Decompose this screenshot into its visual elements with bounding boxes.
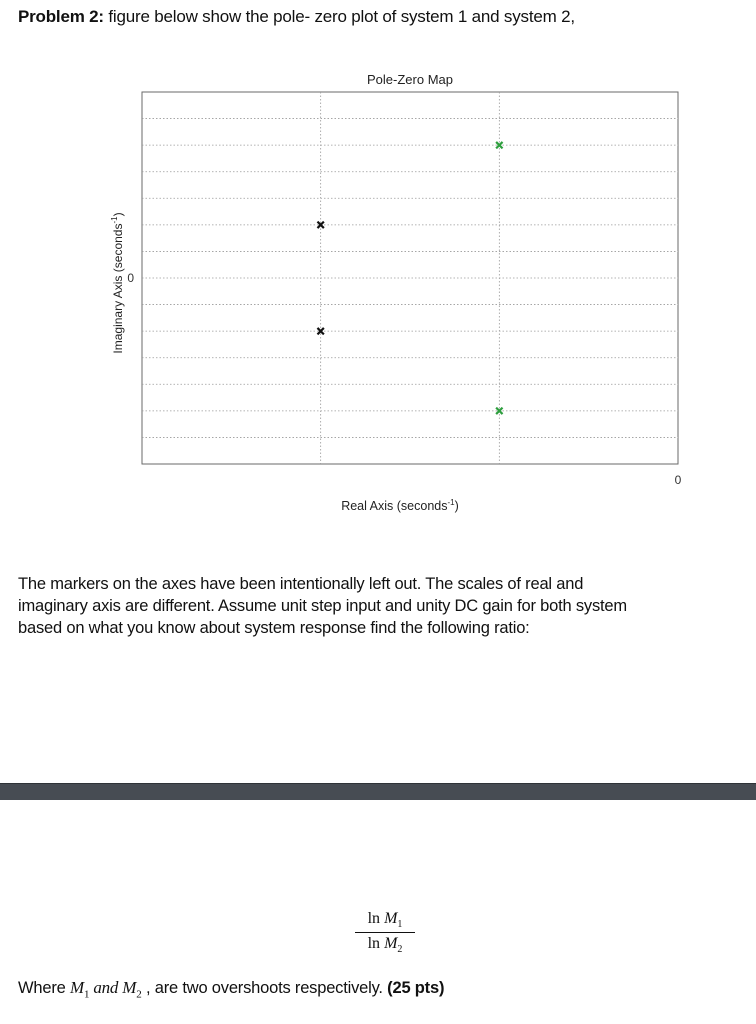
x-axis-label: Real Axis (seconds$^{-1}$)	[341, 498, 459, 513]
m2-symbol: $M_2$	[122, 978, 142, 1001]
problem-label: Problem 2:	[18, 7, 104, 26]
chart-title: Pole-Zero Map	[367, 72, 453, 87]
paragraph-line: The markers on the axes have been intentionally left out. The scales of real and	[18, 575, 584, 593]
y-tick-label-zero: 0	[127, 271, 134, 285]
ratio-fraction	[355, 910, 415, 955]
paragraph-line: imaginary axis are different. Assume unit step input and unity DC gain for both system	[18, 597, 627, 615]
overshoot-definition: Where $M_1$ and $M_2$ , are two overshoots respectively. (25 pts)	[18, 978, 445, 1001]
fraction-denominator: $\ln M_2$	[367, 935, 403, 956]
paragraph-line: based on what you know about system response find the following ratio:	[18, 619, 530, 637]
y-axis-label: Imaginary Axis (seconds$^{-1}$)	[110, 212, 125, 354]
problem-description	[18, 573, 748, 639]
x-tick-label-zero: 0	[674, 473, 682, 487]
m1-symbol: $M_1$	[69, 978, 90, 1001]
page-divider	[0, 783, 756, 800]
points-value: (25 pts)	[387, 979, 445, 997]
problem-text: figure below show the pole- zero plot of system 1 and system 2,	[103, 7, 575, 26]
fraction-numerator: $\ln M_1$	[355, 910, 415, 933]
